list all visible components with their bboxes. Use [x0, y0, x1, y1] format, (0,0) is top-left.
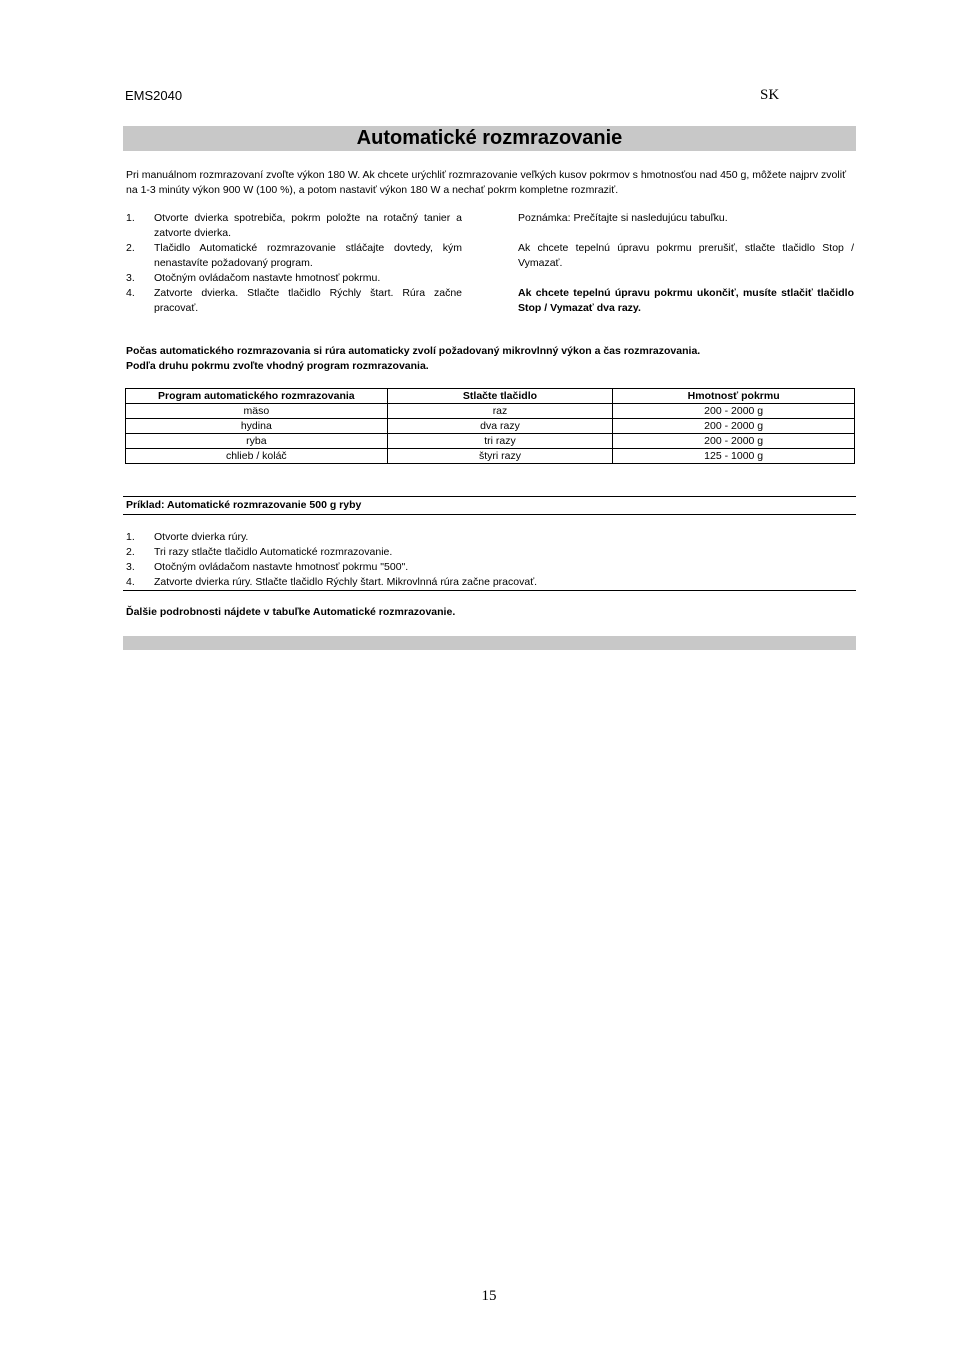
list-item — [126, 560, 856, 575]
table-row — [126, 434, 855, 449]
table-row — [126, 404, 855, 419]
column-header: Hmotnosť pokrmu — [613, 389, 855, 404]
example-steps-list — [126, 530, 856, 590]
table-cell: 200 - 2000 g — [613, 419, 855, 434]
list-item — [126, 286, 462, 316]
table-cell: 125 - 1000 g — [613, 449, 855, 464]
table-row — [126, 449, 855, 464]
table-cell: tri razy — [387, 434, 613, 449]
step-text: Zatvorte dvierka. Stlačte tlačidlo Rýchly štart. Rúra začne pracovať. — [154, 287, 462, 314]
header-model: EMS2040 — [125, 88, 183, 103]
step-text: Otočným ovládačom nastavte hmotnosť pokrmu "500". — [154, 561, 409, 573]
intro-paragraph: Pri manuálnom rozmrazovaní zvoľte výkon 180 W. Ak chcete urýchliť rozmrazovanie veľkých kusov pokrmov s hmotnosťou nad 450 g, môžete najprv zvoliť na 1-3 minúty výkon 900 W (100 %), a potom nastaviť výkon 180 W a nechať pokrm kompletne rozmraziť. — [126, 169, 847, 196]
page-number: 15 — [481, 1288, 497, 1304]
list-item — [126, 575, 856, 590]
step-number: 4. — [126, 576, 135, 588]
divider — [123, 590, 856, 591]
list-item — [126, 211, 462, 241]
step-text: Otočným ovládačom nastavte hmotnosť pokrmu. — [154, 272, 381, 284]
step-text: Tlačidlo Automatické rozmrazovanie stláčajte dovtedy, kým nenastavíte požadovaný program. — [154, 242, 462, 269]
section-end-bar — [123, 636, 856, 650]
step-number: 2. — [126, 546, 135, 558]
table-cell: dva razy — [387, 419, 613, 434]
list-item — [126, 241, 462, 271]
header-language: SK — [760, 87, 780, 103]
column-header: Program automatického rozmrazovania — [126, 389, 388, 404]
table-cell: chlieb / koláč — [126, 449, 388, 464]
step-text: Otvorte dvierka spotrebiča, pokrm položte na rotačný tanier a zatvorte dvierka. — [154, 212, 462, 239]
table-cell: 200 - 2000 g — [613, 434, 855, 449]
step-number: 2. — [126, 242, 135, 254]
table-cell: 200 - 2000 g — [613, 404, 855, 419]
list-item — [126, 545, 856, 560]
more-info-note: Ďalšie podrobnosti nájdete v tabuľke Automatické rozmrazovanie. — [126, 606, 456, 618]
info-line: Podľa druhu pokrmu zvoľte vhodný program rozmrazovania. — [126, 360, 429, 372]
example-title: Príklad: Automatické rozmrazovanie 500 g ryby — [126, 499, 362, 511]
table-cell: hydina — [126, 419, 388, 434]
step-text: Tri razy stlačte tlačidlo Automatické rozmrazovanie. — [154, 546, 393, 558]
list-item — [126, 530, 856, 545]
column-header: Stlačte tlačidlo — [387, 389, 613, 404]
step-number: 4. — [126, 287, 135, 299]
list-item — [126, 271, 462, 286]
notes-column — [518, 211, 854, 331]
step-text: Zatvorte dvierka rúry. Stlačte tlačidlo Rýchly štart. Mikrovlnná rúra začne pracovať. — [154, 576, 538, 588]
example-heading — [123, 496, 856, 515]
auto-defrost-info — [126, 344, 856, 374]
page-title: Automatické rozmrazovanie — [123, 126, 856, 151]
note-read-table: Poznámka: Prečítajte si nasledujúcu tabuľku. — [518, 212, 728, 224]
defrost-program-table — [125, 388, 855, 464]
table-cell: mäso — [126, 404, 388, 419]
note-interrupt: Ak chcete tepelnú úpravu pokrmu prerušiť, stlačte tlačidlo Stop / Vymazať. — [518, 242, 854, 269]
note-finish: Ak chcete tepelnú úpravu pokrmu ukončiť, musíte stlačiť tlačidlo Stop / Vymazať dva razy. — [518, 287, 854, 314]
step-number: 1. — [126, 531, 135, 543]
table-row — [126, 419, 855, 434]
step-text: Otvorte dvierka rúry. — [154, 531, 249, 543]
table-cell: ryba — [126, 434, 388, 449]
table-header-row — [126, 389, 855, 404]
step-number: 1. — [126, 212, 135, 224]
step-number: 3. — [126, 272, 135, 284]
info-line: Počas automatického rozmrazovania si rúra automaticky zvolí požadovaný mikrovlnný výkon a čas rozmrazovania. — [126, 345, 701, 357]
steps-list — [126, 211, 462, 316]
table-cell: štyri razy — [387, 449, 613, 464]
step-number: 3. — [126, 561, 135, 573]
table-cell: raz — [387, 404, 613, 419]
